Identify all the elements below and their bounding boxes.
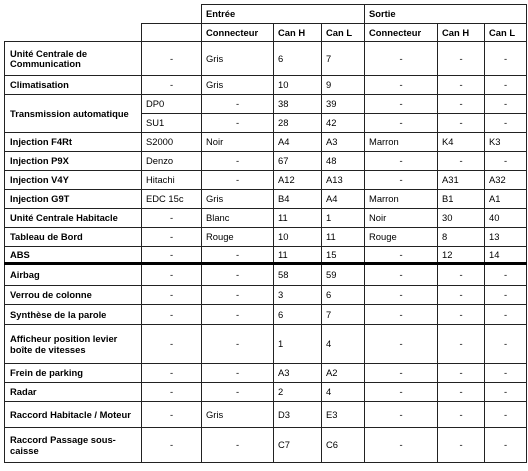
table-row [5,209,527,228]
table-row [5,152,527,171]
sortie-can-l-cell: - [485,152,527,171]
sortie-can-l-header: Can L [485,24,527,42]
sortie-can-h-cell: - [438,325,485,364]
module-cell: Injection V4Y [5,171,142,190]
entree-can-l-cell: 9 [322,76,365,95]
ref-cell: - [142,76,202,95]
ref-cell: - [142,228,202,247]
sortie-can-l-cell: - [485,286,527,305]
sortie-connecteur-cell: - [365,264,438,286]
sortie-connecteur-cell: - [365,428,438,463]
entree-can-l-cell: 4 [322,383,365,402]
entree-can-h-header: Can H [274,24,322,42]
module-cell: Airbag [5,264,142,286]
sortie-can-h-cell: 8 [438,228,485,247]
entree-can-h-cell: 10 [274,76,322,95]
entree-can-h-cell: 11 [274,209,322,228]
sortie-can-l-cell: - [485,76,527,95]
entree-can-l-cell: 15 [322,247,365,264]
entree-connecteur-cell: Noir [202,133,274,152]
module-cell: Raccord Passage sous-caisse [5,428,142,463]
sortie-can-l-cell: K3 [485,133,527,152]
table-row [5,190,527,209]
module-cell: Raccord Habitacle / Moteur [5,402,142,428]
entree-connecteur-cell: - [202,264,274,286]
table-row [5,383,527,402]
entree-can-h-cell: 10 [274,228,322,247]
sortie-can-h-cell: 12 [438,247,485,264]
sortie-can-h-cell: - [438,383,485,402]
entree-can-l-cell: 42 [322,114,365,133]
table-row [5,286,527,305]
sortie-can-h-cell: K4 [438,133,485,152]
entree-can-l-cell: 39 [322,95,365,114]
entree-can-l-cell: A2 [322,364,365,383]
entree-can-l-cell: 6 [322,286,365,305]
blank-header-cell [142,24,202,42]
sortie-connecteur-cell: Rouge [365,228,438,247]
sortie-can-h-cell: - [438,114,485,133]
entree-connecteur-cell: Blanc [202,209,274,228]
module-cell: Afficheur position levier boîte de vitesses [5,325,142,364]
module-cell: Injection F4Rt [5,133,142,152]
module-cell: Verrou de colonne [5,286,142,305]
blank-header-cell [5,24,142,42]
table-row [5,402,527,428]
sortie-can-l-cell: A1 [485,190,527,209]
ref-cell: - [142,383,202,402]
entree-can-h-cell: A4 [274,133,322,152]
sortie-group-header: Sortie [365,5,527,24]
sortie-connecteur-cell: - [365,247,438,264]
sortie-can-h-cell: - [438,402,485,428]
entree-can-l-cell: A13 [322,171,365,190]
ref-cell: - [142,428,202,463]
sortie-can-h-cell: - [438,152,485,171]
entree-connecteur-header: Connecteur [202,24,274,42]
entree-connecteur-cell: - [202,286,274,305]
sortie-connecteur-header: Connecteur [365,24,438,42]
module-cell: Unité Centrale Habitacle [5,209,142,228]
sortie-can-l-cell: - [485,42,527,76]
sortie-can-l-cell: A32 [485,171,527,190]
entree-can-h-cell: 58 [274,264,322,286]
sortie-can-l-cell: 40 [485,209,527,228]
entree-can-h-cell: 6 [274,305,322,325]
sortie-connecteur-cell: - [365,152,438,171]
sortie-can-h-cell: - [438,42,485,76]
module-cell: Frein de parking [5,364,142,383]
sortie-can-h-cell: B1 [438,190,485,209]
sortie-connecteur-cell: - [365,402,438,428]
entree-can-h-cell: 67 [274,152,322,171]
entree-can-l-cell: 7 [322,42,365,76]
sortie-can-l-cell: - [485,305,527,325]
entree-can-l-cell: 11 [322,228,365,247]
entree-can-l-cell: 48 [322,152,365,171]
blank-header-cell [142,5,202,24]
entree-connecteur-cell: Gris [202,42,274,76]
ref-cell: - [142,402,202,428]
module-cell: Tableau de Bord [5,228,142,247]
entree-can-h-cell: 2 [274,383,322,402]
ref-cell: Hitachi [142,171,202,190]
sortie-connecteur-cell: Marron [365,133,438,152]
ref-cell: - [142,325,202,364]
table-row [5,133,527,152]
entree-group-header: Entrée [202,5,365,24]
table-row [5,305,527,325]
sortie-can-h-cell: - [438,364,485,383]
sortie-connecteur-cell: - [365,325,438,364]
sortie-can-l-cell: 14 [485,247,527,264]
entree-connecteur-cell: Gris [202,402,274,428]
table-row [5,171,527,190]
entree-can-h-cell: 3 [274,286,322,305]
module-cell: Unité Centrale de Communication [5,42,142,76]
sortie-connecteur-cell: Marron [365,190,438,209]
sortie-connecteur-cell: - [365,171,438,190]
table-row [5,228,527,247]
table-row [5,428,527,463]
ref-cell: - [142,247,202,264]
ref-cell: - [142,42,202,76]
entree-can-h-cell: 28 [274,114,322,133]
sortie-connecteur-cell: - [365,286,438,305]
entree-can-h-cell: C7 [274,428,322,463]
entree-connecteur-cell: - [202,114,274,133]
ref-cell: DP0 [142,95,202,114]
ref-cell: - [142,209,202,228]
module-cell: Synthèse de la parole [5,305,142,325]
entree-connecteur-cell: - [202,171,274,190]
sortie-connecteur-cell: - [365,42,438,76]
sortie-connecteur-cell: - [365,305,438,325]
entree-can-h-cell: B4 [274,190,322,209]
entree-can-h-cell: 38 [274,95,322,114]
table-row [5,42,527,76]
ref-cell: - [142,364,202,383]
entree-connecteur-cell: - [202,305,274,325]
ref-cell: EDC 15c [142,190,202,209]
module-cell: Injection G9T [5,190,142,209]
entree-connecteur-cell: - [202,95,274,114]
entree-connecteur-cell: Rouge [202,228,274,247]
module-cell: ABS [5,247,142,264]
sortie-connecteur-cell: - [365,364,438,383]
entree-can-h-cell: A12 [274,171,322,190]
table-row [5,325,527,364]
entree-connecteur-cell: Gris [202,190,274,209]
sortie-can-l-cell: - [485,383,527,402]
sortie-can-l-cell: - [485,402,527,428]
entree-can-l-cell: A3 [322,133,365,152]
entree-connecteur-cell: - [202,364,274,383]
entree-can-l-cell: C6 [322,428,365,463]
entree-can-l-cell: 59 [322,264,365,286]
sortie-can-h-cell: - [438,305,485,325]
module-cell: Injection P9X [5,152,142,171]
entree-connecteur-cell: Gris [202,76,274,95]
sortie-can-l-cell: - [485,95,527,114]
table-row [5,364,527,383]
entree-connecteur-cell: - [202,152,274,171]
table-row [5,264,527,286]
blank-header-cell [5,5,142,24]
ref-cell: - [142,305,202,325]
sortie-connecteur-cell: - [365,383,438,402]
entree-connecteur-cell: - [202,247,274,264]
module-cell: Climatisation [5,76,142,95]
ref-cell: SU1 [142,114,202,133]
sortie-can-l-cell: - [485,428,527,463]
entree-can-h-cell: 6 [274,42,322,76]
sortie-can-h-header: Can H [438,24,485,42]
module-cell: Radar [5,383,142,402]
entree-can-l-cell: 4 [322,325,365,364]
sortie-can-h-cell: - [438,76,485,95]
table-row [5,76,527,95]
entree-connecteur-cell: - [202,325,274,364]
ref-cell: - [142,286,202,305]
ref-cell: Denzo [142,152,202,171]
sortie-can-l-cell: - [485,114,527,133]
sortie-can-h-cell: A31 [438,171,485,190]
entree-connecteur-cell: - [202,428,274,463]
entree-connecteur-cell: - [202,383,274,402]
module-cell: Transmission automatique [5,95,142,133]
sortie-can-h-cell: - [438,95,485,114]
sortie-can-h-cell: - [438,286,485,305]
sortie-connecteur-cell: Noir [365,209,438,228]
sortie-can-l-cell: - [485,264,527,286]
sortie-can-l-cell: - [485,364,527,383]
entree-can-h-cell: A3 [274,364,322,383]
ref-cell: S2000 [142,133,202,152]
sortie-connecteur-cell: - [365,76,438,95]
entree-can-l-cell: E3 [322,402,365,428]
sortie-connecteur-cell: - [365,95,438,114]
ref-cell: - [142,264,202,286]
entree-can-l-cell: A4 [322,190,365,209]
sortie-can-h-cell: - [438,264,485,286]
table-row [5,247,527,264]
sortie-connecteur-cell: - [365,114,438,133]
table-row [5,95,527,114]
entree-can-l-cell: 1 [322,209,365,228]
sortie-can-l-cell: - [485,325,527,364]
entree-can-h-cell: D3 [274,402,322,428]
sortie-can-l-cell: 13 [485,228,527,247]
sortie-can-h-cell: - [438,428,485,463]
can-bus-table [4,4,527,463]
entree-can-l-header: Can L [322,24,365,42]
sortie-can-h-cell: 30 [438,209,485,228]
entree-can-l-cell: 7 [322,305,365,325]
entree-can-h-cell: 11 [274,247,322,264]
entree-can-h-cell: 1 [274,325,322,364]
